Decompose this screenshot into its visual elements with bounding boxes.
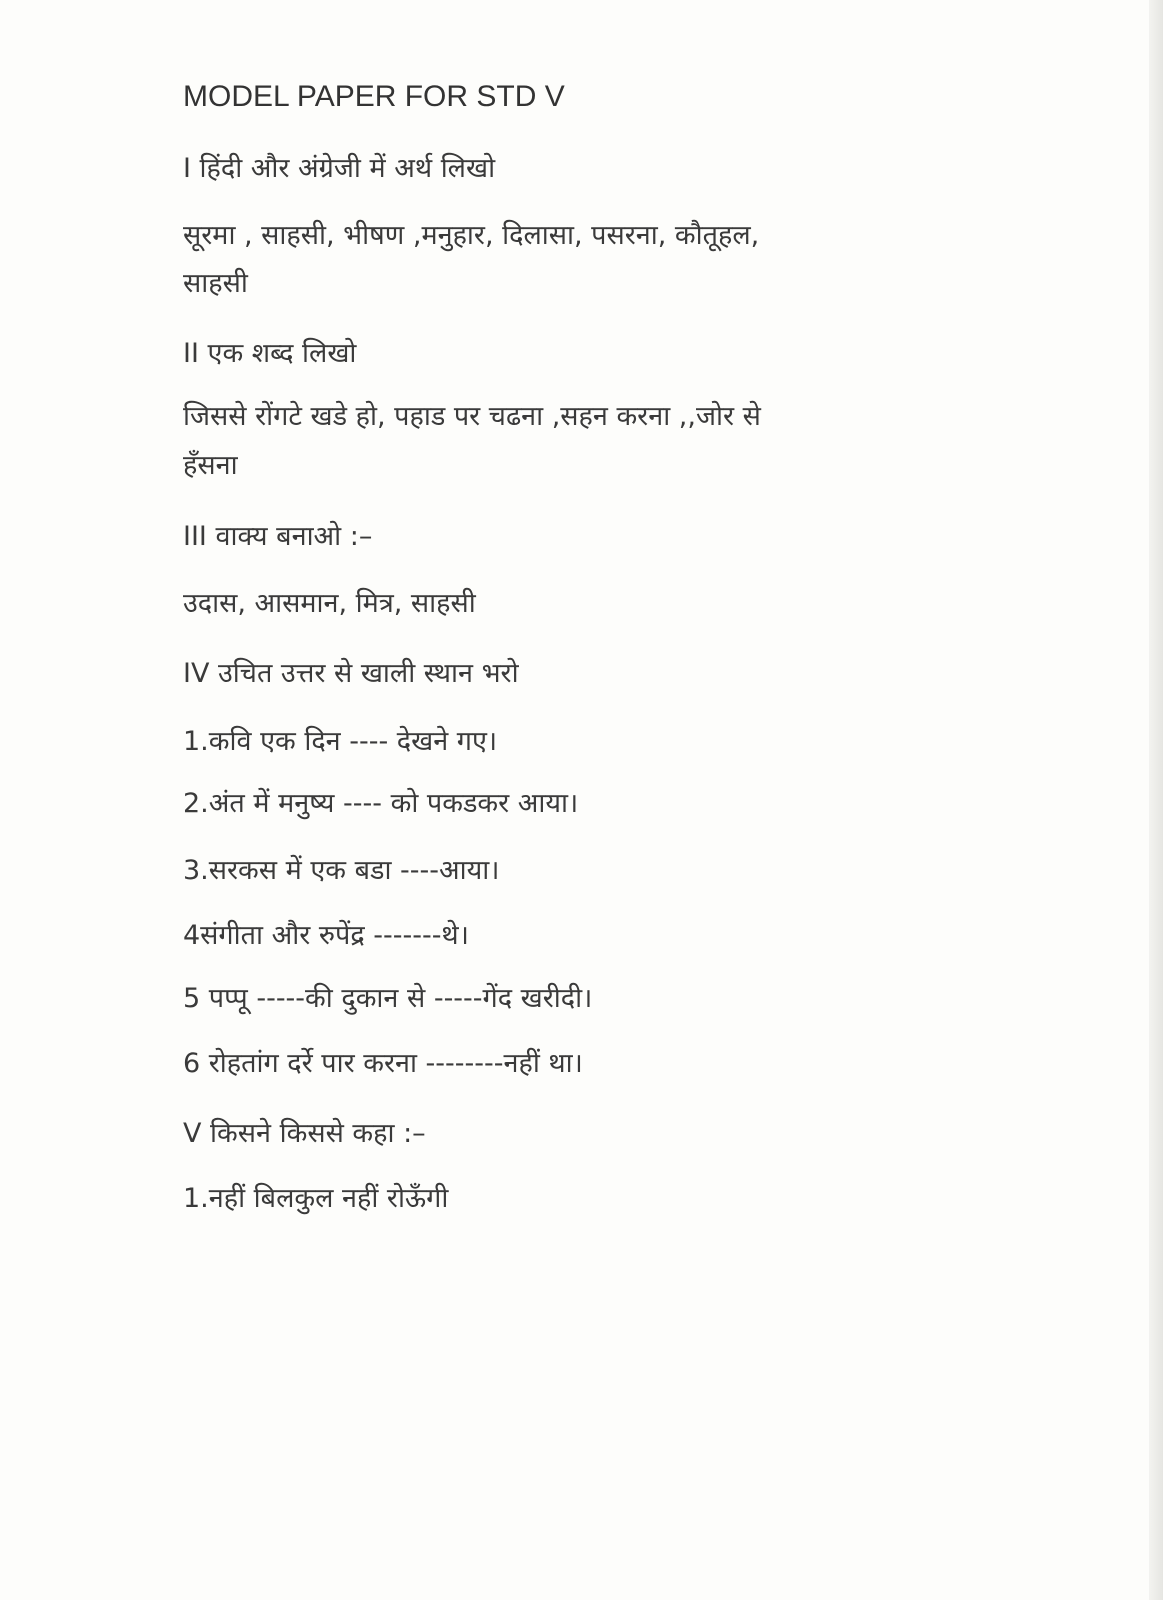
section-4-heading: IV उचित उत्तर से खाली स्थान भरो — [183, 658, 519, 689]
section-2-line: हँसना — [183, 450, 238, 481]
section-1-line: साहसी — [183, 268, 248, 299]
scan-edge — [1149, 0, 1163, 1600]
question-item: 4संगीता और रुपेंद्र -------थे। — [183, 920, 469, 951]
question-item: 1.कवि एक दिन ---- देखने गए। — [183, 726, 498, 757]
question-item: 3.सरकस में एक बडा ----आया। — [183, 855, 500, 886]
section-5-heading: V किसने किससे कहा :– — [183, 1118, 426, 1149]
page-title: MODEL PAPER FOR STD V — [183, 80, 565, 113]
question-item: 2.अंत में मनुष्य ---- को पकडकर आया। — [183, 788, 579, 819]
section-3-heading: III वाक्य बनाओ :– — [183, 521, 373, 552]
section-2-line: जिससे रोंगटे खडे हो, पहाड पर चढना ,सहन करना ,,जोर से — [183, 401, 761, 432]
question-item: 1.नहीं बिलकुल नहीं रोऊँगी — [183, 1183, 449, 1214]
question-item: 6 रोहतांग दर्रे पार करना --------नहीं था। — [183, 1048, 583, 1079]
question-item: 5 पप्पू -----की दुकान से -----गेंद खरीदी। — [183, 983, 593, 1014]
section-2-heading: II एक शब्द लिखो — [183, 338, 357, 369]
section-1-heading: I हिंदी और अंग्रेजी में अर्थ लिखो — [183, 153, 496, 184]
section-3-line: उदास, आसमान, मित्र, साहसी — [183, 588, 476, 619]
section-1-line: सूरमा , साहसी, भीषण ,मनुहार, दिलासा, पसरना, कौतूहल, — [183, 220, 760, 251]
